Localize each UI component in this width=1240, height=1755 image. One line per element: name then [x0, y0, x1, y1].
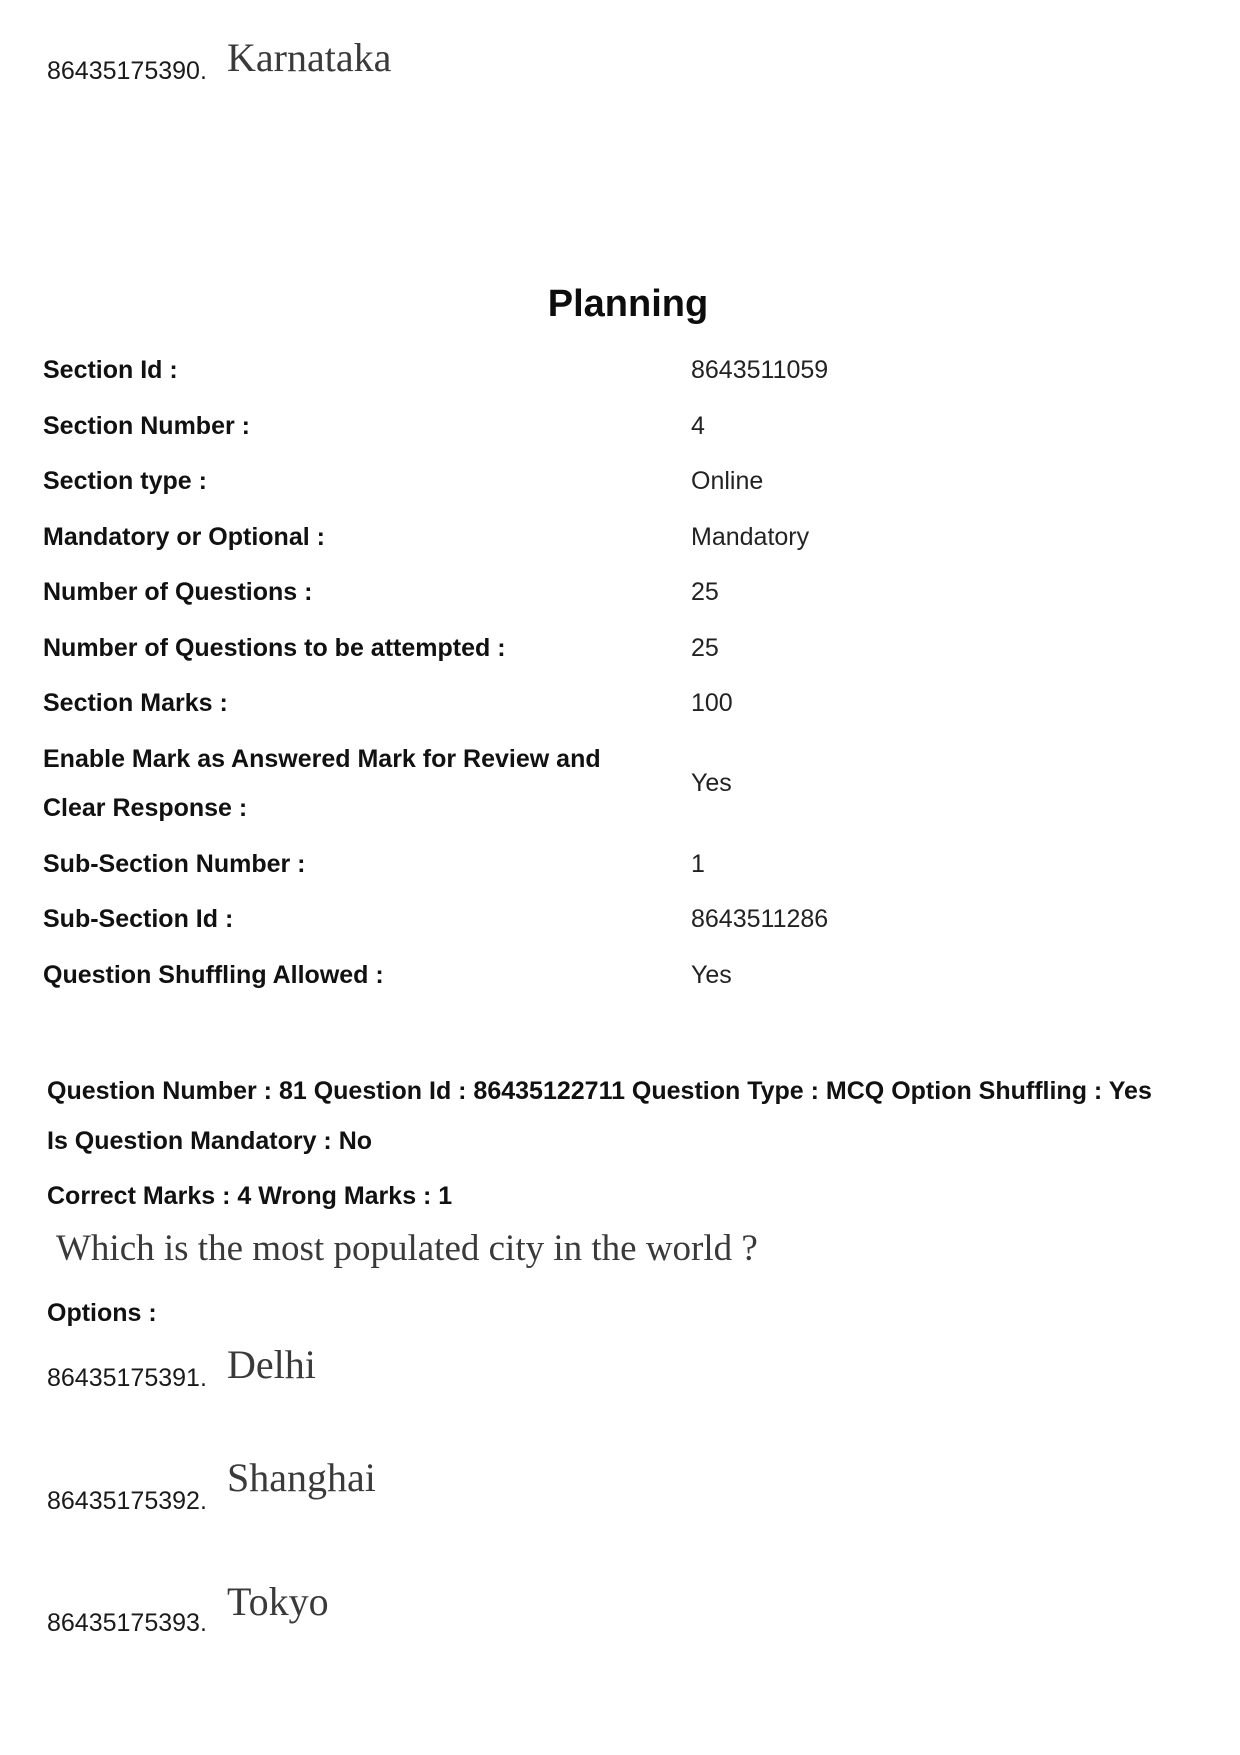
field-row [43, 676, 1193, 732]
section-title: Planning [547, 283, 709, 325]
option-text: Tokyo [227, 1579, 329, 1624]
option-id: 86435175390. [47, 57, 207, 85]
field-value: 8643511059 [691, 356, 829, 384]
option-text: Delhi [227, 1342, 316, 1387]
options-label: Options : [47, 1299, 157, 1327]
section-info-table [43, 343, 1193, 1003]
field-value: 25 [691, 578, 719, 606]
question-mandatory: Is Question Mandatory : No [47, 1127, 373, 1155]
field-value: 1 [691, 849, 705, 878]
option-text: Karnataka [227, 35, 392, 80]
field-value: Mandatory [691, 522, 810, 551]
question-text: Which is the most populated city in the world ? [56, 1228, 758, 1269]
option-id: 86435175391. [47, 1364, 207, 1392]
field-label: Enable Mark as Answered Mark for Review and Clear Response : [43, 744, 601, 822]
field-value: 25 [691, 633, 719, 662]
field-row [43, 343, 1193, 399]
field-label: Number of Questions : [43, 578, 313, 606]
field-row [43, 565, 1193, 621]
field-row [43, 399, 1193, 455]
field-label: Mandatory or Optional : [43, 522, 325, 551]
field-label: Sub-Section Id : [43, 905, 234, 933]
field-value: Yes [691, 769, 732, 798]
field-row [43, 948, 1193, 1004]
field-label: Sub-Section Number : [43, 849, 306, 878]
field-value: 8643511286 [691, 905, 829, 933]
option-id: 86435175392. [47, 1487, 207, 1515]
field-row [43, 732, 1193, 837]
question-meta: Question Number : 81 Question Id : 86435122711 Question Type : MCQ Option Shuffling : Yes [47, 1077, 1152, 1105]
field-value: Yes [691, 960, 732, 989]
field-value: 4 [691, 411, 705, 440]
field-row [43, 837, 1193, 893]
field-row [43, 892, 1193, 948]
field-row [43, 621, 1193, 677]
field-label: Question Shuffling Allowed : [43, 960, 384, 989]
question-marks: Correct Marks : 4 Wrong Marks : 1 [47, 1182, 453, 1210]
field-label: Section Number : [43, 411, 250, 440]
field-row [43, 510, 1193, 566]
field-value: Online [691, 467, 764, 495]
field-label: Section Marks : [43, 689, 228, 717]
field-label: Section Id : [43, 356, 178, 384]
option-text: Shanghai [227, 1455, 376, 1500]
field-label: Section type : [43, 467, 207, 495]
field-value: 100 [691, 689, 733, 717]
field-row [43, 454, 1193, 510]
option-id: 86435175393. [47, 1609, 207, 1637]
field-label: Number of Questions to be attempted : [43, 633, 506, 662]
